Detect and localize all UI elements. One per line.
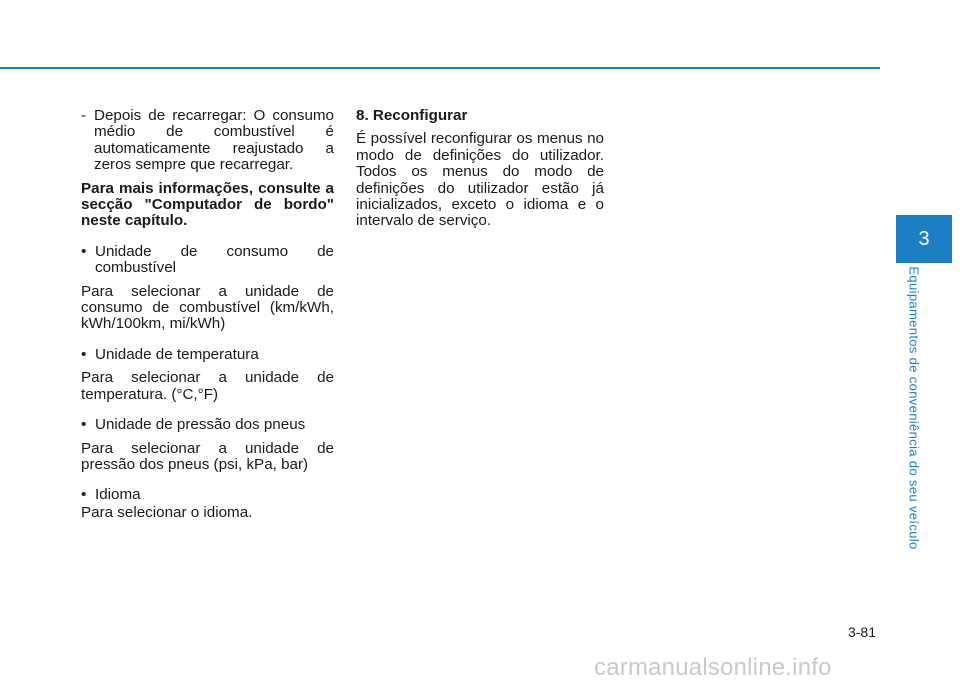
reset-heading: 8. Reconfigurar <box>356 107 468 124</box>
more-info-note: Para mais informações, consulte a secção "Computador de bordo" neste capítulo. <box>81 179 334 230</box>
fuel-unit-title-line2: combustível <box>95 259 177 277</box>
tire-unit-item <box>81 417 334 433</box>
chapter-number: 3 <box>918 227 930 250</box>
header-rule <box>0 67 880 69</box>
temp-unit-item <box>81 347 334 363</box>
bullet-icon: • <box>81 416 87 434</box>
chapter-title-vertical <box>904 263 924 553</box>
reset-text: É possível reconfigurar os menus no modo de definições do utilizador. Todos os menus do modo de definições do utilizador estão já inicializados, exceto o idioma e o intervalo de serviço. <box>356 130 604 230</box>
temp-unit-text: Para selecionar a unidade de temperatura. (°C,°F) <box>81 369 334 403</box>
fuel-unit-item <box>81 244 334 277</box>
right-column <box>356 108 604 237</box>
bullet-icon: • <box>81 486 87 504</box>
bullet-icon: • <box>81 242 87 260</box>
temp-unit-title: Unidade de temperatura <box>95 345 259 363</box>
fuel-unit-text: Para selecionar a unidade de consumo de combustível (km/kWh, kWh/100km, mi/kWh) <box>81 282 334 333</box>
language-text: Para selecionar o idioma. <box>81 503 253 521</box>
page-number: 3-81 <box>847 624 876 640</box>
dash-marker: - <box>81 107 87 124</box>
watermark: carmanualsonline.info <box>594 654 832 681</box>
left-column <box>81 108 334 528</box>
language-title: Idioma <box>95 486 141 504</box>
dash-list-item <box>81 108 334 174</box>
tire-unit-text: Para selecionar a unidade de pressão dos pneus (psi, kPa, bar) <box>81 439 334 473</box>
recharge-note: Depois de recarregar: O consumo médio de combustível é automaticamente reajustado a zeros sempre que recarregar. <box>94 107 334 174</box>
chapter-title: Equipamentos de conveniência do seu veículo <box>906 266 922 550</box>
language-item <box>81 487 334 503</box>
bullet-icon: • <box>81 345 87 363</box>
chapter-tab <box>896 215 952 263</box>
fuel-unit-title-line1: Unidade de consumo de <box>95 242 334 260</box>
tire-unit-title: Unidade de pressão dos pneus <box>95 416 306 434</box>
